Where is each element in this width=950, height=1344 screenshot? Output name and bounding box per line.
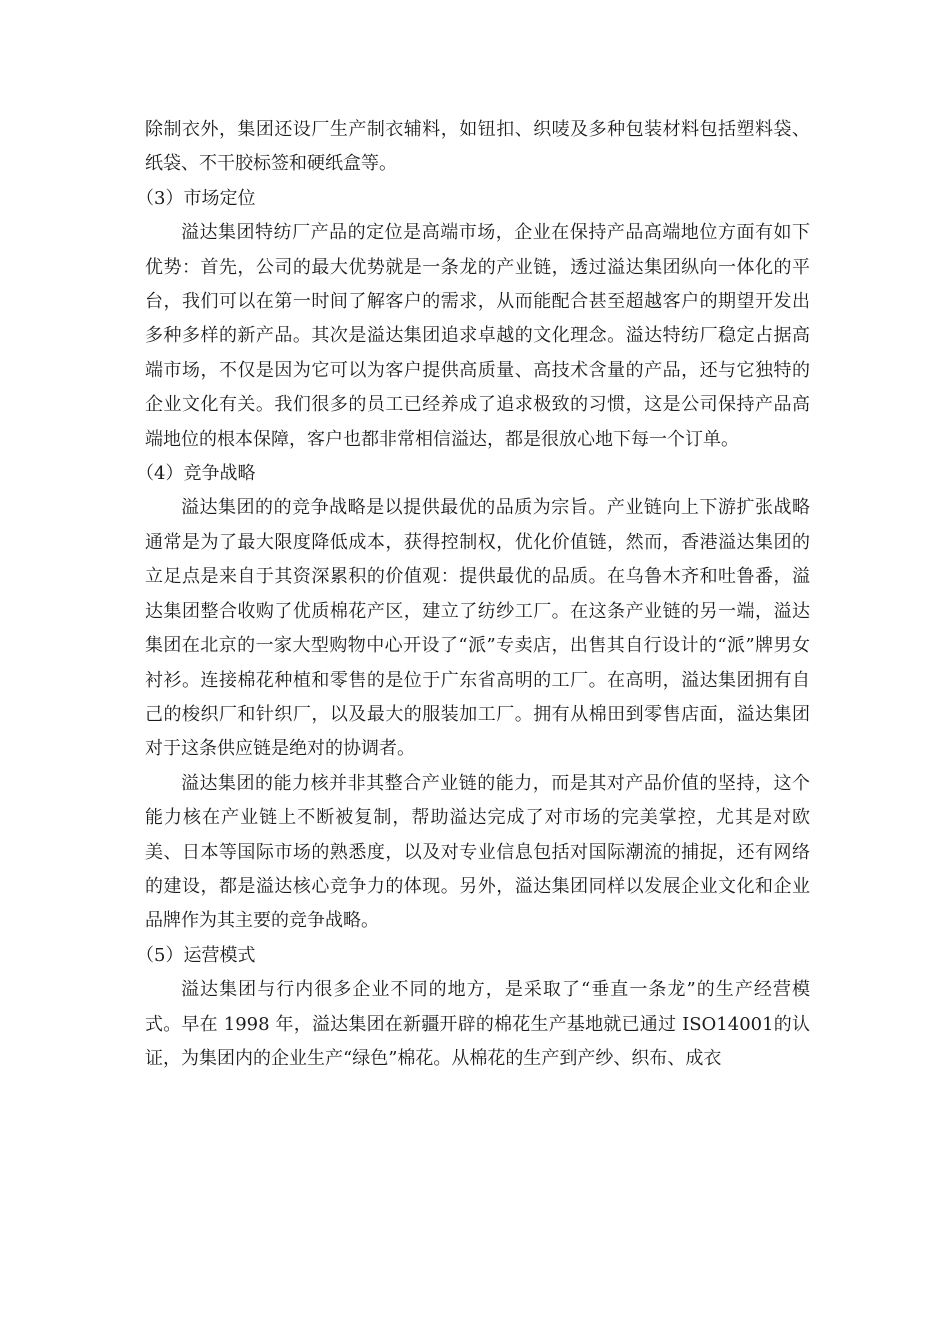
paragraph-competitive-strategy-1: 溢达集团的的竞争战略是以提供最优的品质为宗旨。产业链向上下游扩张战略通常是为了最大限度降低成本，获得控制权，优化价值链，然而，香港溢达集团的立足点是来自于其资深累积的价值观：提供最优的品质。在乌鲁木齐和吐鲁番，溢达集团整合收购了优质棉花产区，建立了纺纱工厂。在这条产业链的另一端，溢达集团在北京的一家大型购物中心开设了“派”专卖店，出售其自行设计的“派”牌男女衬衫。连接棉花种植和零售的是位于广东省高明的工厂。在高明，溢达集团拥有自己的梭织厂和针织厂，以及最大的服装加工厂。拥有从棉田到零售店面，溢达集团对于这条供应链是绝对的协调者。 <box>145 497 810 760</box>
paragraph-operating-model: 溢达集团与行内很多企业不同的地方，是采取了“垂直一条龙”的生产经营模式。早在 1998 年，溢达集团在新疆开辟的棉花生产基地就已通过 ISO14001的认证，为集团内的企业生产“绿色”棉花。从棉花的生产到产纱、织布、成衣 <box>145 979 810 1069</box>
section-heading-market-positioning: （3）市场定位 <box>136 187 256 209</box>
section-heading-operating-model: （5）运营模式 <box>136 944 256 966</box>
paragraph-continued: 除制衣外，集团还设厂生产制衣辅料，如钮扣、织唛及多种包装材料包括塑料袋、纸袋、不干胶标签和硬纸盒等。 <box>145 119 810 175</box>
document-body <box>136 113 810 1076</box>
paragraph-market-positioning: 溢达集团特纺厂产品的定位是高端市场，企业在保持产品高端地位方面有如下优势：首先，公司的最大优势就是一条龙的产业链，透过溢达集团纵向一体化的平台，我们可以在第一时间了解客户的需求，从而能配合甚至超越客户的期望开发出多种多样的新产品。其次是溢达集团追求卓越的文化理念。溢达特纺厂稳定占据高端市场，不仅是因为它可以为客户提供高质量、高技术含量的产品，还与它独特的企业文化有关。我们很多的员工已经养成了追求极致的习惯，这是公司保持产品高端地位的根本保障，客户也都非常相信溢达，都是很放心地下每一个订单。 <box>145 222 810 450</box>
paragraph-competitive-strategy-2: 溢达集团的能力核并非其整合产业链的能力，而是其对产品价值的坚持，这个能力核在产业链上不断被复制，帮助溢达完成了对市场的完美掌控，尤其是对欧美、日本等国际市场的熟悉度，以及对专业信息包括对国际潮流的捕捉，还有网络的建设，都是溢达核心竞争力的体现。另外，溢达集团同样以发展企业文化和企业品牌作为其主要的竞争战略。 <box>145 772 810 932</box>
section-heading-competitive-strategy: （4）竞争战略 <box>136 463 256 485</box>
